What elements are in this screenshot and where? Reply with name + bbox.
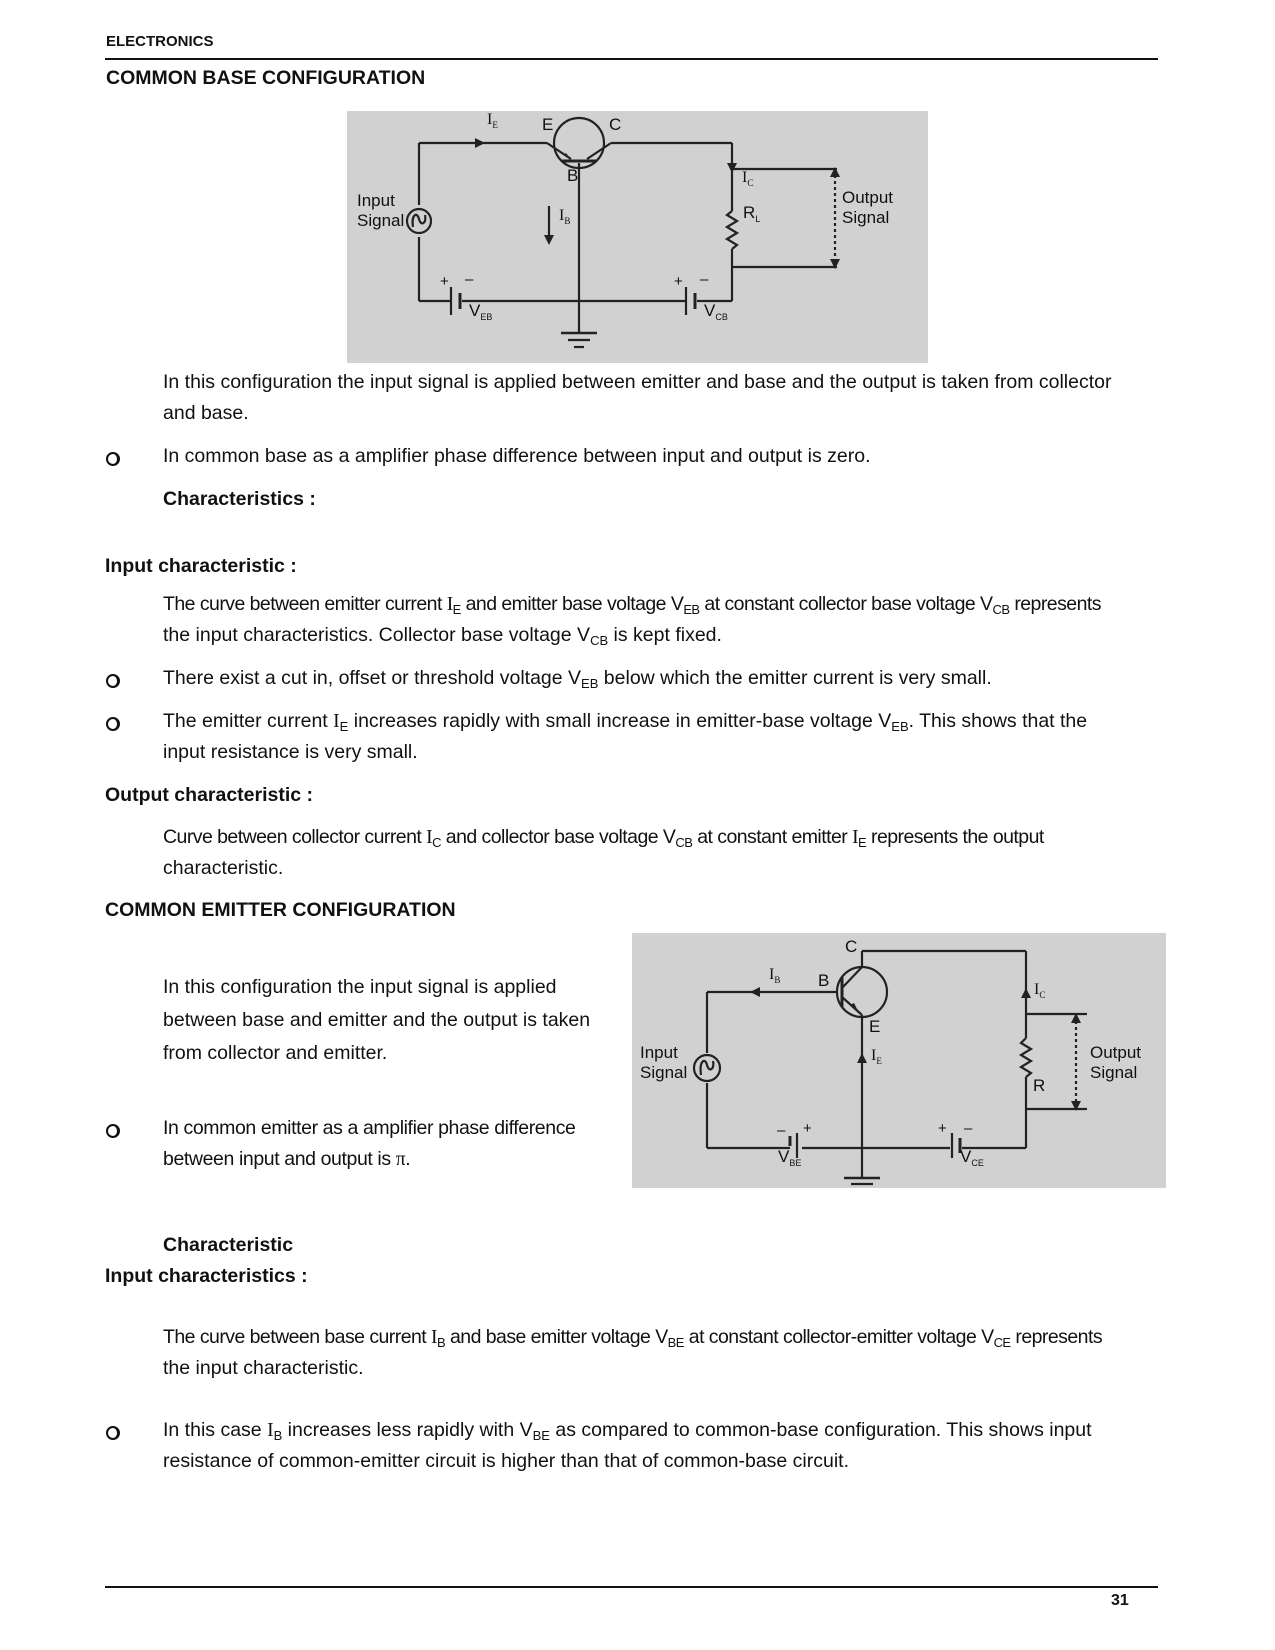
cb-input-char-para-line2: the input characteristics. Collector base voltage $V_{CB}$ is kept fixed. [163,624,722,648]
section-title-common-emitter: COMMON EMITTER CONFIGURATION [105,899,456,921]
page-number: 31 [1111,1592,1129,1609]
vce-label: $V_{CE}$ [960,1147,984,1168]
common-base-circuit-svg [347,111,928,363]
emitter-label: E [542,115,554,134]
ce-ic-label: $I_C$ [1034,981,1046,1000]
ce-emitter-label: E [869,1017,881,1036]
common-base-circuit-diagram [347,111,928,363]
bullet-icon [106,1122,120,1142]
cb-characteristics-label: Characteristics : [163,488,316,510]
vce-plus: + [938,1120,947,1137]
vcb-label: $V_{CB}$ [704,301,728,322]
running-header-title: ELECTRONICS [106,33,214,50]
rl-label: $R_L$ [743,203,761,224]
ce-input-char-bullet-line2: resistance of common-emitter circuit is higher than that of common-base circuit. [163,1450,850,1472]
vbe-label: $V_{BE}$ [778,1147,802,1168]
cb-output-char-para-line2: characteristic. [163,857,284,879]
vcb-plus: + [674,273,683,290]
ce-intro-paragraph: In this configuration the input signal is applied between base and emitter and the output is taken from collector and emitter. [163,976,591,1064]
cb-input-char-para-line1: The curve between emitter current $I_E$ and emitter base voltage $V_{EB}$ at constant collector base voltage $V_{CB}$ represents [163,593,1101,617]
base-label: B [567,166,579,185]
cb-phase-bullet: In common base as a amplifier phase difference between input and output is zero. [163,445,871,467]
vcb-minus: – [700,271,709,288]
common-emitter-circuit-svg [632,933,1166,1188]
ce-r-label: R [1033,1076,1046,1095]
ic-label: $I_C$ [742,169,754,188]
ce-input-signal-label-2: Signal [640,1063,688,1082]
footer-rule [105,1586,1158,1588]
ce-input-char-para-line1: The curve between base current $I_B$ and base emitter voltage $V_{BE}$ at constant collector-emitter voltage $V_{CE}$ represents [163,1326,1103,1350]
ce-input-characteristics-heading: Input characteristics : [105,1265,308,1287]
veb-label: $V_{EB}$ [469,301,493,322]
ce-ie-label: $I_E$ [871,1047,882,1066]
bullet-icon [106,715,120,735]
ib-label: $I_B$ [559,207,571,226]
vbe-minus: – [777,1122,786,1139]
cb-intro-paragraph: In this configuration the input signal is applied between emitter and base and the output is taken from collector and base. [163,371,1112,424]
ce-input-char-para-line2: the input characteristic. [163,1357,364,1379]
section-title-common-base: COMMON BASE CONFIGURATION [106,67,426,89]
input-signal-label-1: Input [357,191,395,210]
output-signal-label-1: Output [842,188,894,207]
bullet-icon [106,450,120,470]
cb-input-char-bullet-2-line2: input resistance is very small. [163,741,418,763]
veb-plus: + [440,273,449,290]
bullet-icon [106,672,120,692]
cb-output-char-para-line1: Curve between collector current $I_C$ and collector base voltage $V_{CB}$ at constant emitter $I_E$ represents the output [163,826,1044,850]
ce-ib-label: $I_B$ [769,966,781,985]
cb-input-char-bullet-1: There exist a cut in, offset or threshold voltage $V_{EB}$ below which the emitter current is very small. [163,667,992,691]
ce-output-signal-label-1: Output [1090,1043,1142,1062]
ce-output-signal-label-2: Signal [1090,1063,1138,1082]
vbe-plus: + [803,1120,812,1137]
veb-minus: – [465,271,474,288]
cb-input-char-bullet-2-line1: The emitter current $I_E$ increases rapidly with small increase in emitter-base voltage $V_{EB}$. This shows that the [163,710,1088,734]
ce-collector-label: C [845,937,858,956]
ce-base-label: B [818,971,830,990]
cb-output-characteristic-heading: Output characteristic : [105,784,314,806]
ce-characteristic-label: Characteristic [163,1234,294,1256]
header-rule [105,58,1158,60]
bullet-icon [106,1424,120,1444]
ce-input-signal-label-1: Input [640,1043,678,1062]
collector-label: C [609,115,622,134]
vce-minus: – [964,1120,973,1137]
input-signal-label-2: Signal [357,211,405,230]
ce-phase-bullet: In common emitter as a amplifier phase difference between input and output is π. [163,1117,576,1170]
output-signal-label-2: Signal [842,208,890,227]
cb-input-characteristic-heading: Input characteristic : [105,555,297,577]
ie-label: $I_E$ [487,111,498,130]
common-emitter-circuit-diagram [632,933,1166,1188]
ce-input-char-bullet-line1: In this case $I_B$ increases less rapidly with $V_{BE}$ as compared to common-base configuration. This shows input [163,1419,1092,1443]
